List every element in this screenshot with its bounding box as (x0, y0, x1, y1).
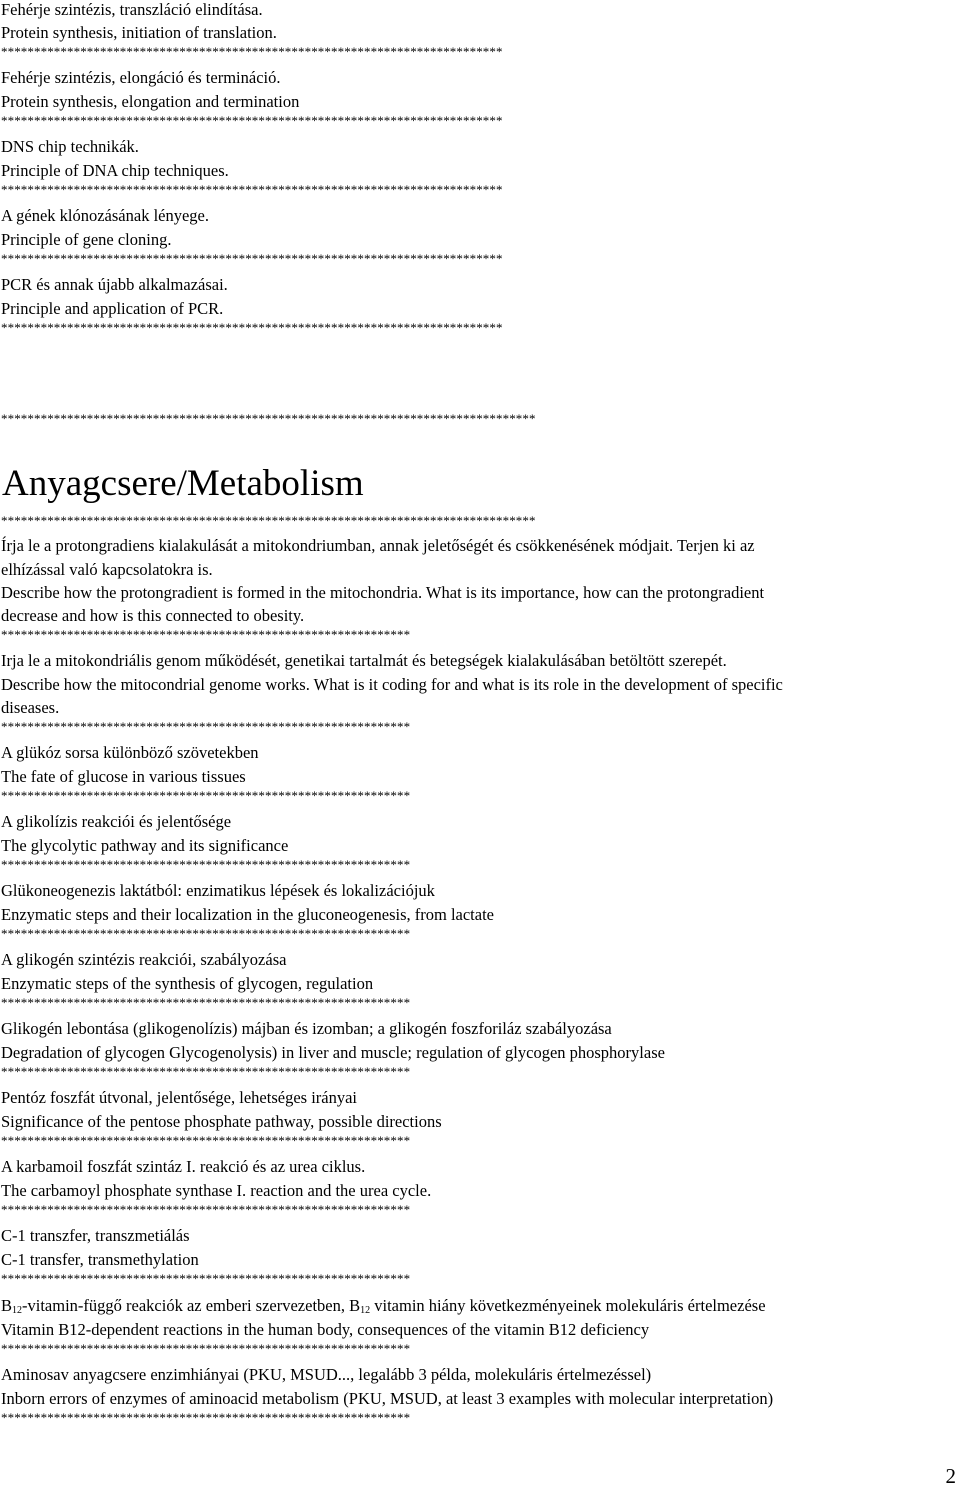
amino-hu: Aminosav anyagcsere enzimhiányai (PKU, MSUD..., legalább 3 példa, molekuláris értelmezéssel) (1, 1365, 652, 1384)
metab-item-7-en: The carbamoyl phosphate synthase I. reaction and the urea cycle. (1, 1181, 432, 1200)
section-title: Anyagcsere/Metabolism (2, 463, 364, 504)
metab-item-2-en: The glycolytic pathway and its significance (1, 836, 289, 855)
metab-item-3-en: Enzymatic steps and their localization in the gluconeogenesis, from lactate (1, 905, 494, 924)
metab-item-4-en: Enzymatic steps of the synthesis of glycogen, regulation (1, 974, 374, 993)
separator: ********************************************************************************* (1, 514, 536, 528)
top-item-5-en: Principle and application of PCR. (1, 299, 224, 318)
separator: ********************************************************************************* (1, 412, 536, 426)
metab-item-3-hu: Glükoneogenezis laktátból: enzimatikus lépések és lokalizációjuk (1, 881, 435, 900)
top-item-4-hu: A gének klónozásának lényege. (1, 206, 210, 225)
b12-hu-mid: -vitamin-függő reakciók az emberi szervezetben, B (22, 1296, 361, 1315)
q1-hu-line2: elhízással való kapcsolatokra is. (1, 560, 213, 579)
separator: ************************************************************** (1, 996, 411, 1010)
separator: ************************************************************** (1, 789, 411, 803)
page-number: 2 (945, 1464, 956, 1488)
metab-item-7-hu: A karbamoil foszfát szintáz I. reakció és az urea ciklus. (1, 1157, 366, 1176)
top-item-1-en: Protein synthesis, initiation of translation. (1, 23, 277, 42)
metab-item-8-hu: C-1 transzfer, transzmetiálás (1, 1226, 190, 1245)
separator: **************************************************************************** (1, 321, 503, 335)
separator: **************************************************************************** (1, 183, 503, 197)
separator: **************************************************************************** (1, 114, 503, 128)
top-item-5-hu: PCR és annak újabb alkalmazásai. (1, 275, 228, 294)
b12-subscript: 12 (12, 1305, 23, 1316)
metab-item-8-en: C-1 transfer, transmethylation (1, 1250, 199, 1269)
separator: ************************************************************** (1, 1272, 411, 1286)
separator: ************************************************************** (1, 927, 411, 941)
separator: ************************************************************** (1, 858, 411, 872)
metab-item-5-en: Degradation of glycogen Glycogenolysis) in liver and muscle; regulation of glycogen phosphorylase (1, 1043, 665, 1062)
top-item-3-en: Principle of DNA chip techniques. (1, 161, 229, 180)
metab-item-1-en: The fate of glucose in various tissues (1, 767, 246, 786)
metab-item-2-hu: A glikolízis reakciói és jelentősége (1, 812, 232, 831)
top-item-3-hu: DNS chip technikák. (1, 137, 139, 156)
top-item-1-hu: Fehérje szintézis, transzláció elindítása. (1, 0, 263, 19)
q2-hu-line1: Irja le a mitokondriális genom működését, genetikai tartalmát és betegségek kialakulásában betöltött szerepét. (1, 651, 727, 670)
q1-hu-line1: Írja le a protongradiens kialakulását a mitokondriumban, annak jeletőségét és csökkenésének módjait. Terjen ki az (1, 536, 755, 555)
b12-hu (1, 1296, 766, 1316)
separator: ************************************************************** (1, 1065, 411, 1079)
q2-en-line2: diseases. (1, 698, 60, 717)
separator: ************************************************************** (1, 1411, 411, 1425)
metab-item-6-en: Significance of the pentose phosphate pathway, possible directions (1, 1112, 442, 1131)
top-item-2-hu: Fehérje szintézis, elongáció és termináció. (1, 68, 281, 87)
top-item-4-en: Principle of gene cloning. (1, 230, 172, 249)
separator: ************************************************************** (1, 628, 411, 642)
top-item-2-en: Protein synthesis, elongation and termination (1, 92, 300, 111)
q1-en-line1: Describe how the protongradient is formed in the mitochondria. What is its importance, how can the protongradient (1, 583, 765, 602)
b12-en: Vitamin B12-dependent reactions in the human body, consequences of the vitamin B12 deficiency (1, 1320, 650, 1339)
b12-subscript: 12 (360, 1305, 371, 1316)
b12-letter: B (1, 1296, 13, 1315)
separator: **************************************************************************** (1, 45, 503, 59)
separator: **************************************************************************** (1, 252, 503, 266)
b12-hu-end: vitamin hiány következményeinek molekuláris értelmezése (370, 1296, 766, 1315)
separator: ************************************************************** (1, 1134, 411, 1148)
separator: ************************************************************** (1, 1203, 411, 1217)
metab-item-4-hu: A glikogén szintézis reakciói, szabályozása (1, 950, 287, 969)
separator: ************************************************************** (1, 720, 411, 734)
q2-en-line1: Describe how the mitocondrial genome works. What is it coding for and what is its role in the development of specific (1, 675, 783, 694)
amino-en: Inborn errors of enzymes of aminoacid metabolism (PKU, MSUD, at least 3 examples with molecular interpretation) (1, 1389, 774, 1408)
metab-item-5-hu: Glikogén lebontása (glikogenolízis) májban és izomban; a glikogén foszforiláz szabályozása (1, 1019, 612, 1038)
q1-en-line2: decrease and how is this connected to obesity. (1, 606, 305, 625)
separator: ************************************************************** (1, 1342, 411, 1356)
metab-item-6-hu: Pentóz foszfát útvonal, jelentősége, lehetséges irányai (1, 1088, 357, 1107)
metab-item-1-hu: A glükóz sorsa különböző szövetekben (1, 743, 259, 762)
